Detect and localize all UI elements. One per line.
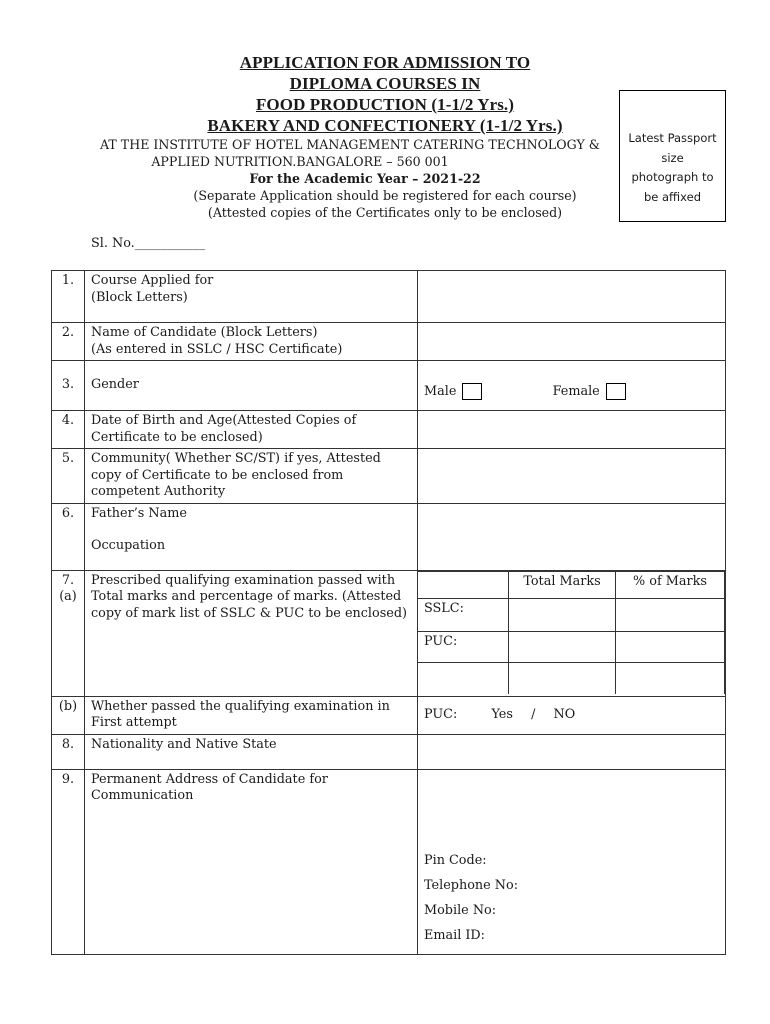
sslc-percent-input[interactable] bbox=[616, 598, 725, 631]
puc-label: PUC: bbox=[418, 631, 509, 662]
serial-number-field[interactable]: Sl. No.___________ bbox=[91, 236, 206, 251]
father-label bbox=[85, 503, 418, 570]
course-label-line-2: (Block Letters) bbox=[91, 289, 188, 305]
table-row-first-attempt bbox=[52, 696, 726, 734]
community-label: Community( Whether SC/ST) if yes, Attested copy of Certificate to be enclosed from competent Authority bbox=[85, 449, 418, 504]
telephone-label: Telephone No: bbox=[424, 877, 519, 893]
row-number: 4. bbox=[52, 411, 85, 449]
row-number bbox=[52, 570, 85, 696]
father-details-input[interactable] bbox=[418, 503, 726, 570]
gender-label: Gender bbox=[85, 361, 418, 411]
yes-option[interactable]: Yes bbox=[491, 706, 513, 722]
pin-code-label: Pin Code: bbox=[424, 852, 487, 868]
yes-no-separator: / bbox=[531, 706, 536, 722]
form-title-line-4: BAKERY AND CONFECTIONERY (1-1/2 Yrs.) bbox=[207, 116, 563, 135]
table-row-gender bbox=[52, 361, 726, 411]
row-number: 1. bbox=[52, 271, 85, 323]
father-name-label: Father’s Name bbox=[91, 505, 187, 521]
photo-box-line-2: size bbox=[661, 150, 684, 165]
first-attempt-label: Whether passed the qualifying examination in First attempt bbox=[85, 696, 418, 734]
form-title-line-2: DIPLOMA COURSES IN bbox=[289, 74, 481, 93]
course-applied-input[interactable] bbox=[418, 271, 726, 323]
no-option[interactable]: NO bbox=[553, 706, 576, 722]
sslc-label: SSLC: bbox=[418, 598, 509, 631]
row-number: 5. bbox=[52, 449, 85, 504]
table-row-course bbox=[52, 271, 726, 323]
course-applied-label bbox=[85, 271, 418, 323]
row-number: 2. bbox=[52, 323, 85, 361]
dob-label: Date of Birth and Age(Attested Copies of Certificate to be enclosed) bbox=[85, 411, 418, 449]
gender-options bbox=[418, 361, 726, 411]
occupation-label: Occupation bbox=[91, 538, 166, 553]
dob-input[interactable] bbox=[418, 411, 726, 449]
table-row-name bbox=[52, 323, 726, 361]
row-number: (b) bbox=[52, 696, 85, 734]
table-row-address bbox=[52, 769, 726, 954]
table-row-community bbox=[52, 449, 726, 504]
note-separate-application: (Separate Application should be registered for each course) bbox=[193, 188, 577, 203]
application-form-table bbox=[51, 270, 726, 955]
row-number: 6. bbox=[52, 503, 85, 570]
row-number: 3. bbox=[52, 361, 85, 411]
row-number-7a: (a) bbox=[59, 589, 77, 604]
marks-corner-cell bbox=[418, 571, 509, 598]
nationality-input[interactable] bbox=[418, 734, 726, 769]
female-label: Female bbox=[552, 383, 600, 399]
photo-box-line-1: Latest Passport bbox=[628, 131, 717, 145]
name-label-line-1: Name of Candidate (Block Letters) bbox=[91, 325, 318, 340]
table-row-dob bbox=[52, 411, 726, 449]
nationality-label: Nationality and Native State bbox=[85, 734, 418, 769]
row-number: 8. bbox=[52, 734, 85, 769]
total-marks-header: Total Marks bbox=[509, 571, 616, 598]
email-label: Email ID: bbox=[424, 927, 485, 943]
extra-total-input[interactable] bbox=[509, 662, 616, 694]
male-checkbox[interactable] bbox=[462, 383, 482, 400]
extra-percent-input[interactable] bbox=[616, 662, 725, 694]
percent-marks-header: % of Marks bbox=[616, 571, 725, 598]
puc-total-input[interactable] bbox=[509, 631, 616, 662]
candidate-name-label bbox=[85, 323, 418, 361]
table-row-father bbox=[52, 503, 726, 570]
qualifying-exam-label: Prescribed qualifying examination passed with Total marks and percentage of marks. (Attested copy of mark list of SSLC & PUC to be enclosed) bbox=[85, 570, 418, 696]
sslc-total-input[interactable] bbox=[509, 598, 616, 631]
female-checkbox[interactable] bbox=[606, 383, 626, 400]
institute-line-2: APPLIED NUTRITION.BANGALORE – 560 001 bbox=[151, 154, 449, 169]
row-number-7: 7. bbox=[61, 572, 75, 588]
first-attempt-options bbox=[418, 696, 726, 734]
puc-percent-input[interactable] bbox=[616, 631, 725, 662]
institute-line-1: AT THE INSTITUTE OF HOTEL MANAGEMENT CATERING TECHNOLOGY & bbox=[100, 137, 600, 152]
photo-box-line-3: photograph to bbox=[631, 170, 714, 184]
table-row-nationality bbox=[52, 734, 726, 769]
photo-box-line-4: be affixed bbox=[643, 189, 702, 204]
mobile-label: Mobile No: bbox=[424, 902, 497, 918]
form-title-line-3: FOOD PRODUCTION (1-1/2 Yrs.) bbox=[255, 95, 515, 114]
course-label-line-1: Course Applied for bbox=[91, 273, 214, 288]
note-attested-copies: (Attested copies of the Certificates only to be enclosed) bbox=[207, 205, 563, 220]
photo-box[interactable] bbox=[619, 90, 726, 222]
address-label: Permanent Address of Candidate for Communication bbox=[85, 769, 418, 954]
table-row-qualifying-exam bbox=[52, 570, 726, 696]
candidate-name-input[interactable] bbox=[418, 323, 726, 361]
academic-year: For the Academic Year – 2021-22 bbox=[249, 171, 481, 186]
community-input[interactable] bbox=[418, 449, 726, 504]
male-label: Male bbox=[424, 383, 457, 399]
row-number: 9. bbox=[52, 769, 85, 954]
marks-table bbox=[418, 571, 725, 694]
name-label-line-2: (As entered in SSLC / HSC Certificate) bbox=[91, 341, 343, 357]
marks-grid bbox=[418, 570, 726, 696]
address-input[interactable] bbox=[418, 769, 726, 954]
puc-attempt-label: PUC: bbox=[424, 706, 458, 722]
extra-exam-label[interactable] bbox=[418, 662, 509, 694]
form-title-line-1: APPLICATION FOR ADMISSION TO bbox=[239, 53, 531, 72]
